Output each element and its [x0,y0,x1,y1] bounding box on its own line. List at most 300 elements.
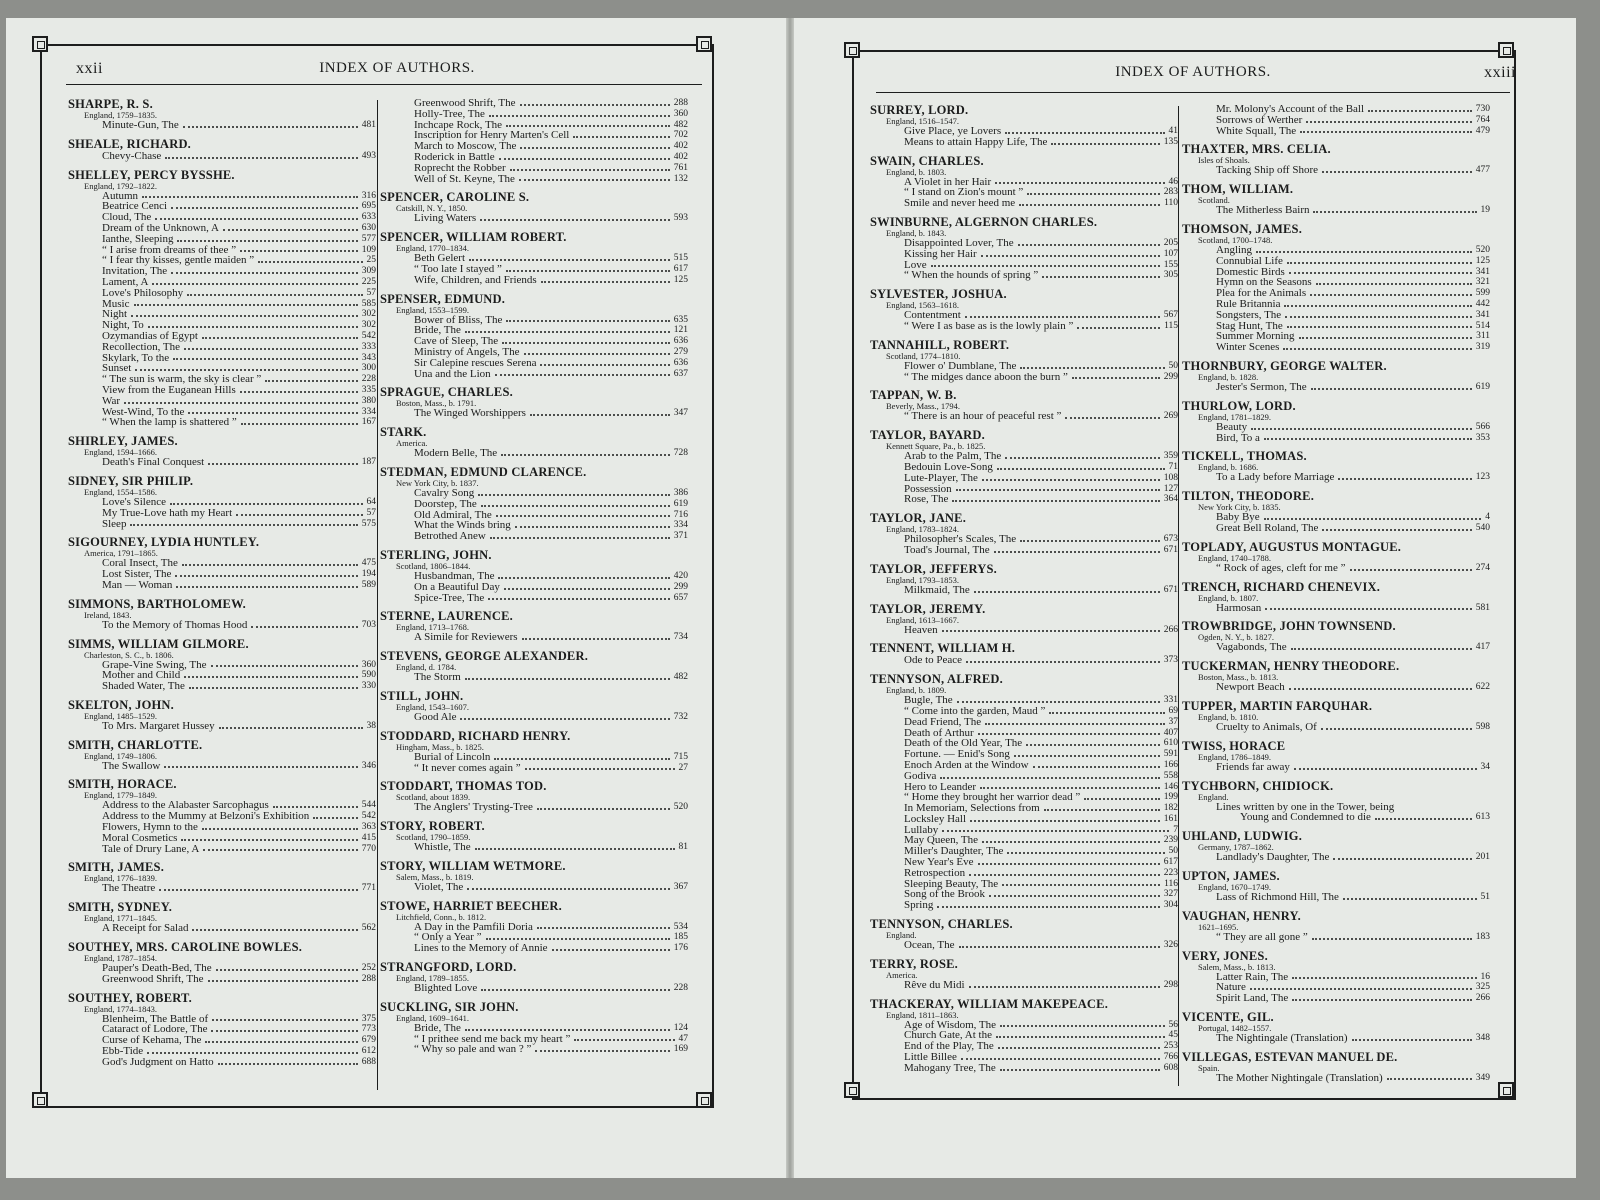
dot-leader [1026,744,1160,746]
dot-leader [1294,768,1477,770]
author-birth-info: England, 1613–1667. [886,614,959,625]
running-title: INDEX OF AUTHORS. [1115,64,1271,80]
poem-entry [68,508,376,519]
poem-entry [68,883,376,894]
dot-leader [1027,193,1159,195]
poem-title: Enoch Arden at the Window [904,758,1029,771]
dot-leader [212,1019,358,1021]
dot-leader [478,494,670,496]
author-name: TICKELL, THOMAS. [1182,449,1307,464]
author-birth-info: England, 1670–1749. [1198,881,1271,892]
poem-entry [68,1057,376,1068]
poem-entry [1182,993,1490,1004]
dot-leader [202,828,358,830]
author-entry [380,231,688,285]
page-ref: 728 [673,448,688,459]
poem-title: “ I prithee send me back my heart ” [414,1032,571,1045]
poem-title: The Mother Nightingale (Translation) [1216,1071,1383,1084]
book-gutter [786,18,794,1178]
author-name: SPRAGUE, CHARLES. [380,385,513,400]
poem-title: Retrospection [904,866,966,879]
author-name: TWISS, HORACE [1182,738,1286,753]
page-number: xxiii [1484,64,1516,81]
poem-title: Cave of Sleep, The [414,335,499,348]
author-birth-info: Scotland, about 1839. [396,792,471,803]
author-birth-info: England, 1609–1641. [396,1012,469,1023]
page-ref: 321 [1475,277,1490,288]
dot-leader [219,727,363,729]
page-ref: 610 [1163,738,1178,749]
poem-entry [380,802,688,813]
author-entry [380,690,688,723]
poem-list [1182,852,1490,863]
poem-list [1182,382,1490,393]
dot-leader [218,1063,358,1065]
author-birth-info: Scotland. [1198,195,1230,206]
page-ref: 364 [1163,494,1178,505]
author-name: SHELLEY, PERCY BYSSHE. [68,167,235,182]
poem-entry [68,681,376,692]
author-entry [68,901,376,934]
poem-list [68,191,376,429]
dot-leader [1287,326,1472,328]
page-ref: 107 [1163,248,1178,259]
author-birth-info: England. [1198,791,1229,802]
dot-leader [1265,608,1472,610]
page-ref: 520 [1475,244,1490,255]
poem-entry [380,672,688,683]
dot-leader [1306,121,1471,123]
author-name: SKELTON, JOHN. [68,697,174,712]
author-birth-info: England, 1485–1529. [84,710,157,721]
poem-title: Old Admiral, The [414,508,492,521]
author-birth-info: England, 1776–1839. [84,873,157,884]
page-ref: 734 [673,632,688,643]
poem-entry [1182,422,1490,433]
poem-entry [1182,126,1490,137]
dot-leader [494,758,669,760]
author-name: THOM, WILLIAM. [1182,182,1294,197]
dot-leader [1333,858,1471,860]
poem-entry [380,632,688,643]
poem-title: Smile and never heed me [904,197,1016,210]
poem-title: Love [904,258,927,271]
author-entry [380,961,688,994]
dot-leader [980,787,1160,789]
page-ref: 300 [361,363,376,374]
dot-leader [467,888,670,890]
page-ref: 334 [361,406,376,417]
page-ref: 591 [1163,749,1178,760]
dot-leader [240,250,358,252]
author-name: UPTON, JAMES. [1182,868,1280,883]
left-column-2 [380,98,688,1062]
poem-title: Good Ale [414,710,457,723]
poem-title: Latter Rain, The [1216,970,1289,983]
frame-corner-ornament [696,1092,712,1108]
poem-title: Shaded Water, The [102,680,185,693]
poem-list [68,660,376,692]
dot-leader [148,326,358,328]
dot-leader [1077,327,1160,329]
dot-leader [1007,852,1164,854]
poem-entry [380,842,688,853]
dot-leader [192,929,357,931]
frame-corner-ornament [844,42,860,58]
page-ref: 420 [673,570,688,581]
dot-leader [205,1041,357,1043]
page-ref: 228 [361,374,376,385]
page-ref: 64 [366,496,376,507]
poem-entry [380,752,688,763]
page-ref: 617 [673,263,688,274]
poem-title: Godiva [904,769,937,782]
poem-title: May Queen, The [904,834,979,847]
page-ref: 619 [1475,381,1490,392]
author-birth-info: England, 1786–1849. [1198,751,1271,762]
dot-leader [504,588,670,590]
poem-title: Bower of Bliss, The [414,313,503,326]
author-name: TROWBRIDGE, JOHN TOWNSEND. [1182,619,1396,634]
poem-entry [870,372,1178,383]
page-ref: 182 [1163,803,1178,814]
poem-list [1182,422,1490,444]
author-birth-info: England, 1543–1607. [396,701,469,712]
poem-list [870,177,1178,209]
poem-title: Spirit Land, The [1216,992,1289,1005]
author-entry [380,293,688,380]
poem-entry [870,625,1178,636]
poem-title: Summer Morning [1216,330,1295,343]
page-ref: 266 [1475,993,1490,1004]
poem-entry [1182,563,1490,574]
poem-entry [380,109,688,120]
author-name: STERLING, JOHN. [380,547,492,562]
poem-title: “ There is an hour of peaceful rest ” [904,410,1062,423]
poem-entry [1182,852,1490,863]
page-ref: 679 [361,1035,376,1046]
dot-leader [1289,272,1472,274]
page-ref: 347 [673,408,688,419]
page-ref: 542 [361,811,376,822]
dot-leader [495,374,670,376]
page-ref: 402 [673,141,688,152]
author-name: TENNENT, WILLIAM H. [870,641,1016,656]
author-birth-info: Charleston, S. C., b. 1806. [84,649,174,660]
poem-list [380,983,688,994]
dot-leader [131,315,358,317]
poem-title: Friends far away [1216,760,1290,773]
poem-title: Possession [904,482,952,495]
author-entry [380,730,688,774]
dot-leader [465,1029,670,1031]
poem-entry [380,213,688,224]
dot-leader [236,514,362,516]
author-birth-info: England, b. 1803. [886,166,947,177]
poem-entry [380,983,688,994]
page-ref: 386 [673,487,688,498]
poem-title: Milkmaid, The [904,583,970,596]
author-birth-info: England, 1811–1863. [886,1009,959,1020]
poem-title: Pauper's Death-Bed, The [102,962,212,975]
page-ref: 205 [1163,237,1178,248]
page-ref: 353 [1475,432,1490,443]
dot-leader [460,718,669,720]
page-ref: 269 [1163,411,1178,422]
poem-title: “ Too late I stayed ” [414,262,502,275]
poem-title: Greenwood Shrift, The [102,972,204,985]
author-entry [1182,104,1490,136]
poem-entry [870,900,1178,911]
author-name: SYLVESTER, JOSHUA. [870,287,1007,302]
dot-leader [189,687,358,689]
page-ref: 335 [361,384,376,395]
page-ref: 81 [678,842,688,853]
author-name: TAYLOR, BAYARD. [870,428,985,443]
right-column-2 [1182,104,1490,1090]
poem-entry [870,771,1178,782]
poem-entry [870,717,1178,728]
dot-leader [486,938,670,940]
poem-list [68,620,376,631]
poem-entry [68,844,376,855]
poem-title: “ Were I as base as is the lowly plain ” [904,319,1074,332]
dot-leader [134,304,358,306]
poem-entry [870,545,1178,556]
poem-entry [870,361,1178,372]
poem-list [870,534,1178,556]
author-birth-info: England, 1783–1824. [886,524,959,535]
author-entry [380,780,688,813]
poem-title: Lost Sister, The [102,568,172,581]
frame-corner-ornament [1498,42,1514,58]
page-ref: 730 [1475,104,1490,114]
poem-title: Love's Philosophy [102,286,184,299]
page-ref: 4 [1485,512,1490,523]
page-ref: 590 [361,670,376,681]
poem-list [870,411,1178,422]
poem-title: Landlady's Daughter, The [1216,851,1330,864]
author-name: TAYLOR, JEREMY. [870,601,986,616]
dot-leader [1264,438,1472,440]
poem-title: Cloud, The [102,211,152,224]
dot-leader [481,989,670,991]
author-birth-info: Beverly, Mass., 1794. [886,401,961,412]
poem-title: Well of St. Keyne, The [414,172,515,185]
poem-title: Rose, The [904,493,949,506]
author-entry [1182,660,1490,693]
page-ref: 51 [1480,891,1490,902]
dot-leader [970,820,1160,822]
author-name: SMITH, SYDNEY. [68,900,173,915]
poem-entry [380,408,688,419]
poem-entry [1182,603,1490,614]
poem-title: Beth Gelert [414,252,466,265]
page-ref: 124 [673,1022,688,1033]
poem-title: End of the Play, The [904,1040,994,1053]
dot-leader [1387,1078,1472,1080]
author-birth-info: England, 1770–1834. [396,243,469,254]
poem-entry [380,531,688,542]
page-ref: 475 [361,558,376,569]
poem-title: Hymn on the Seasons [1216,276,1312,289]
poem-entry [1182,115,1490,126]
author-birth-info: Catskill, N. Y., 1850. [396,203,468,214]
author-entry [1182,223,1490,353]
author-entry [68,98,376,131]
dot-leader [1042,276,1160,278]
poem-title: Chevy-Chase [102,149,162,162]
author-name: STODDART, THOMAS TOD. [380,779,547,794]
dot-leader [1322,529,1471,531]
page-ref: 299 [673,581,688,592]
page-ref: 598 [1475,721,1490,732]
author-name: SHARPE, R. S. [68,97,153,111]
poem-title: Sorrows of Werther [1216,113,1303,126]
author-entry [1182,581,1490,614]
author-entry [68,778,376,854]
dot-leader [258,261,362,263]
dot-leader [961,1058,1160,1060]
page-ref: 34 [1480,761,1490,772]
page-ref: 589 [361,579,376,590]
poem-list [68,151,376,162]
dot-leader [994,551,1160,553]
page-ref: 622 [1475,682,1490,693]
author-birth-info: England, b. 1807. [1198,592,1259,603]
author-birth-info: England, 1740–1788. [1198,552,1271,563]
page-ref: 771 [361,883,376,894]
dot-leader [496,515,670,517]
author-entry [68,138,376,162]
poem-list [380,802,688,813]
page-ref: 608 [1163,1062,1178,1073]
author-entry [1182,1051,1490,1084]
dot-leader [957,701,1160,703]
author-birth-info: England, 1749–1806. [84,750,157,761]
poem-title: Curse of Kehama, The [102,1034,202,1047]
poem-title: Spring [904,899,934,912]
dot-leader [1322,171,1472,173]
page-ref: 657 [673,592,688,603]
poem-title: Beatrice Cenci [102,200,168,213]
poem-title: Contentment [904,309,961,322]
dot-leader [135,369,357,371]
dot-leader [1005,457,1160,459]
dot-leader [1313,211,1476,213]
poem-title: Flower o' Dumblane, The [904,359,1017,372]
poem-title: Burial of Lincoln [414,750,491,763]
poem-title: Death of the Old Year, The [904,737,1023,750]
dot-leader [1051,143,1159,145]
page-ref: 331 [1163,695,1178,706]
page-ref: 367 [673,881,688,892]
page-ref: 671 [1163,584,1178,595]
author-entry [68,699,376,732]
author-birth-info: Ireland, 1843. [84,609,132,620]
author-entry [68,169,376,429]
poem-title: Ebb-Tide [102,1045,144,1058]
poem-title: On a Beautiful Day [414,580,500,593]
poem-list [870,361,1178,383]
author-birth-info: Hingham, Mass., b. 1825. [396,741,484,752]
poem-title: “ The sun is warm, the sky is clear ” [102,373,262,386]
dot-leader [524,353,670,355]
author-entry [870,998,1178,1074]
page-ref: 228 [673,983,688,994]
author-birth-info: Boston, Mass., b. 1813. [1198,672,1279,683]
poem-entry [870,198,1178,209]
author-entry [68,861,376,894]
poem-list [380,752,688,774]
dot-leader [1292,999,1472,1001]
poem-title: Great Bell Roland, The [1216,521,1319,534]
author-entry [870,429,1178,505]
dot-leader [147,1052,358,1054]
poem-list [1182,1033,1490,1044]
page-ref: 201 [1475,852,1490,863]
author-entry [870,288,1178,332]
poem-title: Bride, The [414,324,461,337]
page-ref: 493 [361,150,376,161]
poem-entry [380,712,688,723]
poem-title: Baby Bye [1216,511,1260,524]
author-entry [870,155,1178,209]
dot-leader [940,777,1159,779]
page-ref: 302 [361,320,376,331]
page-ref: 110 [1164,198,1178,209]
poem-title: Kissing her Hair [904,247,977,260]
author-entry [68,739,376,772]
poem-list [1182,722,1490,733]
author-birth-info: Scotland, 1790–1859. [396,832,471,843]
poem-list [1182,972,1490,1004]
page-ref: 50 [1168,360,1178,371]
page-ref: 442 [1475,298,1490,309]
page-ref: 279 [673,346,688,357]
page-ref: 327 [1163,889,1178,900]
header-rule [876,92,1510,93]
author-birth-info: America. [886,969,918,980]
poem-title: Nature [1216,981,1246,994]
poem-entry [380,593,688,604]
left-running-header [66,58,728,84]
dot-leader [515,526,670,528]
author-birth-info: Portugal, 1482–1557. [1198,1022,1272,1033]
poem-entry [870,411,1178,422]
header-rule [66,84,702,85]
dot-leader [937,906,1159,908]
frame-corner-ornament [1498,1082,1514,1098]
page-ref: 402 [673,151,688,162]
poem-title: “ Why so pale and wan ? ” [414,1043,532,1056]
page-ref: 225 [361,276,376,287]
page-ref: 613 [1475,812,1490,823]
page-ref: 125 [673,274,688,285]
author-entry [380,650,688,683]
poem-title: Newport Beach [1216,681,1285,694]
poem-list [380,488,688,542]
poem-title: God's Judgment on Hatto [102,1055,214,1068]
poem-title: Inchcape Rock, The [414,118,503,131]
page-ref: 155 [1163,259,1178,270]
dot-leader [981,255,1160,257]
dot-leader [1264,518,1482,520]
author-birth-info: England, 1779–1849. [84,790,157,801]
dot-leader [173,358,358,360]
author-name: SPENCER, CAROLINE S. [380,190,530,205]
poem-entry [1182,523,1490,534]
